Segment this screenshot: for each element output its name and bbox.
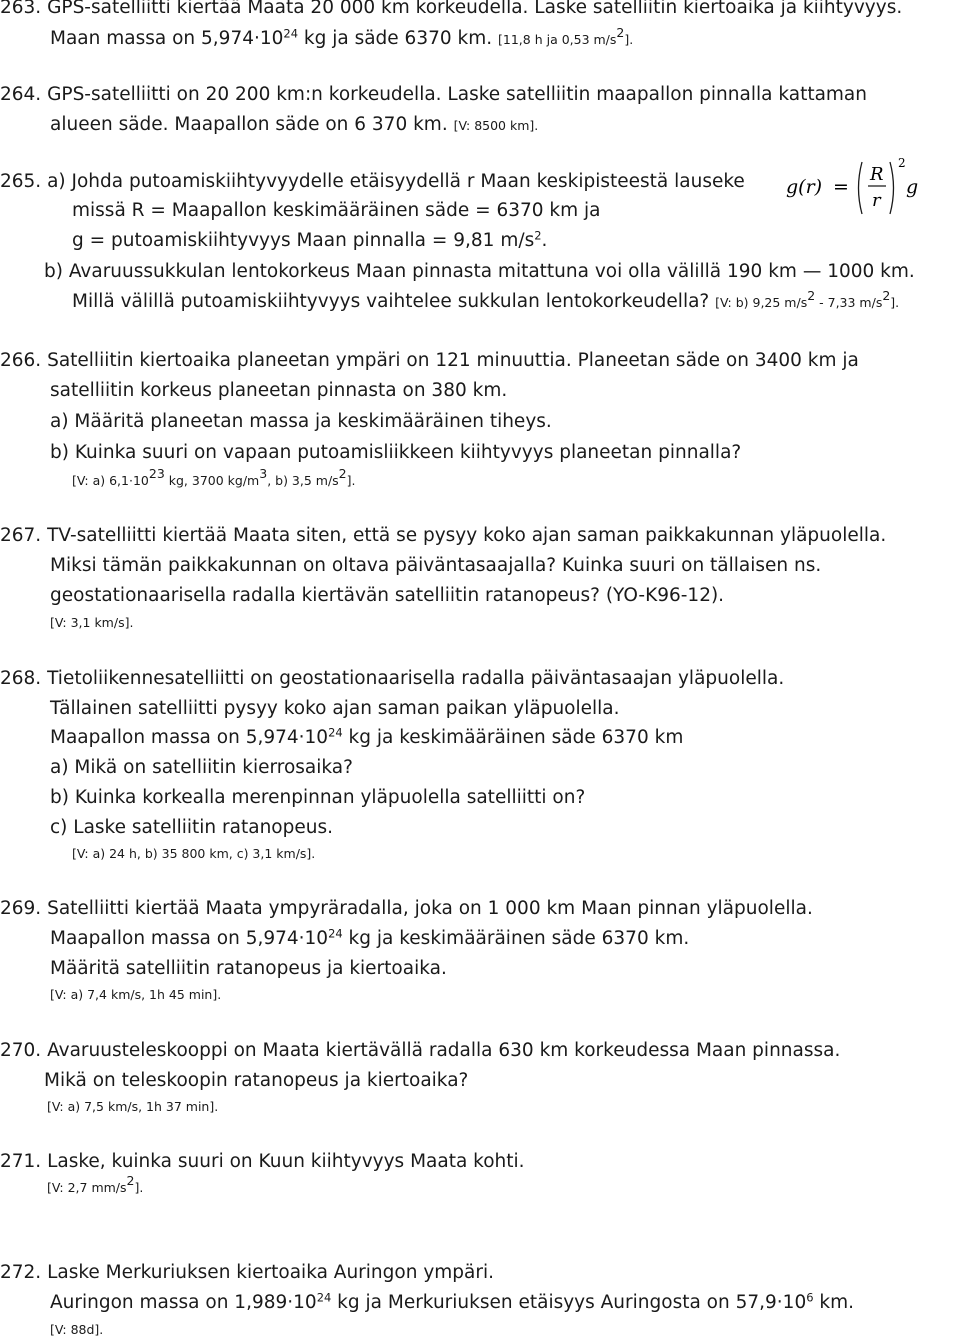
problem-268-line-2 bbox=[50, 698, 620, 720]
answer-text: [V: a) 24 h, b) 35 800 km, c) 3,1 km/s]. bbox=[72, 846, 316, 861]
text-run: 270. Avaruusteleskooppi on Maata kiertävällä radalla 630 km korkeudessa Maan pinnassa. bbox=[0, 1040, 841, 1061]
answer-superscript: 23 bbox=[148, 466, 165, 482]
text-run: a) Mikä on satelliitin kierrosaika? bbox=[50, 757, 353, 778]
text-run: Mikä on teleskoopin ratanopeus ja kiertoaika? bbox=[44, 1070, 469, 1091]
text-run: b) Avaruussukkulan lentokorkeus Maan pinnasta mitattuna voi olla välillä 190 km — 1000 km. bbox=[44, 261, 915, 282]
text-run: kg ja keskimääräinen säde 6370 km. bbox=[342, 928, 690, 949]
answer-text: ]. bbox=[624, 32, 634, 47]
problem-267-line-2 bbox=[50, 555, 821, 577]
problem-266-line-1 bbox=[0, 350, 859, 372]
text-run: a) Määritä planeetan massa ja keskimääräinen tiheys. bbox=[50, 411, 552, 432]
problem-269-line-3 bbox=[50, 958, 447, 980]
text-run: b) Kuinka korkealla merenpinnan yläpuolella satelliitti on? bbox=[50, 787, 586, 808]
text-run: 264. GPS-satelliitti on 20 200 km:n korkeudella. Laske satelliitin maapallon pinnalla kattaman bbox=[0, 84, 867, 105]
answer-superscript: 2 bbox=[882, 288, 891, 304]
text-run: km. bbox=[813, 1292, 855, 1313]
text-run: kg ja Merkuriuksen etäisyys Auringosta on 57,9·10 bbox=[331, 1292, 807, 1313]
answer-text: - 7,33 m/s bbox=[815, 295, 883, 310]
formula-lhs: g(r) bbox=[786, 176, 823, 198]
problem-269-line-2 bbox=[50, 928, 689, 950]
problem-264-line-1 bbox=[0, 84, 867, 106]
problem-272-line-3 bbox=[50, 1318, 103, 1341]
problem-269-line-1 bbox=[0, 898, 813, 920]
text-run: 266. Satelliitin kiertoaika planeetan ympäri on 121 minuuttia. Planeetan säde on 3400 km ja bbox=[0, 350, 859, 371]
problem-272-line-1 bbox=[0, 1262, 494, 1284]
answer-text: ]. bbox=[346, 473, 356, 488]
answer-superscript: 2 bbox=[807, 288, 816, 304]
text-run: missä R = Maapallon keskimääräinen säde = 6370 km ja bbox=[72, 200, 601, 221]
answer-superscript: 2 bbox=[126, 1173, 135, 1189]
problem-265-line-3 bbox=[72, 230, 547, 252]
superscript: 24 bbox=[316, 1290, 332, 1305]
answer-text: [V: 2,7 mm/s bbox=[47, 1180, 127, 1195]
problem-265-line-1 bbox=[0, 171, 745, 193]
gravity-formula bbox=[786, 158, 926, 218]
text-run: geostationaarisella radalla kiertävän satelliitin ratanopeus? (YO-K96-12). bbox=[50, 585, 725, 606]
superscript: 24 bbox=[328, 725, 343, 740]
text-run: Maapallon massa on 5,974·10 bbox=[50, 928, 329, 949]
problem-266-line-5 bbox=[72, 466, 356, 492]
problem-270-line-3 bbox=[47, 1095, 218, 1118]
text-run: 271. Laske, kuinka suuri on Kuun kiihtyvyys Maata kohti. bbox=[0, 1151, 525, 1172]
problem-269-line-4 bbox=[50, 983, 221, 1006]
answer-superscript: 2 bbox=[616, 25, 625, 41]
problem-271-line-2 bbox=[47, 1173, 144, 1199]
problem-264-line-2 bbox=[50, 114, 538, 137]
answer-text: , b) 3,5 m/s bbox=[267, 473, 339, 488]
text-run: 263. GPS-satelliitti kiertää Maata 20 000 km korkeudella. Laske satelliitin kiertoaika ja kiihtyvyys. bbox=[0, 0, 903, 18]
problem-265-line-4 bbox=[44, 261, 915, 283]
superscript: 24 bbox=[283, 26, 298, 41]
answer-superscript: 3 bbox=[259, 466, 268, 482]
text-run: Miksi tämän paikkakunnan on oltava päiväntasaajalla? Kuinka suuri on tällaisen ns. bbox=[50, 555, 822, 576]
answer-text: [V: 3,1 km/s]. bbox=[50, 615, 134, 630]
text-run: Auringon massa on 1,989·10 bbox=[50, 1292, 317, 1313]
problem-270-line-1 bbox=[0, 1040, 840, 1062]
problem-267-line-3 bbox=[50, 585, 724, 607]
text-run: 269. Satelliitti kiertää Maata ympyräradalla, joka on 1 000 km Maan pinnan yläpuolella. bbox=[0, 898, 813, 919]
superscript: 24 bbox=[328, 926, 343, 941]
formula-exponent: 2 bbox=[898, 156, 906, 170]
problem-263-line-1 bbox=[0, 0, 902, 19]
answer-superscript: 2 bbox=[338, 466, 347, 482]
answer-text: ]. bbox=[134, 1180, 144, 1195]
problem-268-line-4 bbox=[50, 757, 353, 779]
text-run: satelliitin korkeus planeetan pinnasta on 380 km. bbox=[50, 380, 508, 401]
problem-267-line-4 bbox=[50, 611, 133, 634]
formula-right-paren bbox=[890, 162, 894, 214]
text-run: 272. Laske Merkuriuksen kiertoaika Auringon ympäri. bbox=[0, 1262, 494, 1283]
problem-266-line-4 bbox=[50, 442, 741, 464]
superscript: 2 bbox=[534, 228, 542, 243]
text-run: Maapallon massa on 5,974·10 bbox=[50, 727, 329, 748]
text-run: b) Kuinka suuri on vapaan putoamisliikkeen kiihtyvyys planeetan pinnalla? bbox=[50, 442, 742, 463]
problem-271-line-1 bbox=[0, 1151, 525, 1173]
superscript: 6 bbox=[806, 1290, 814, 1305]
problem-263-line-2 bbox=[50, 25, 634, 51]
problem-268-line-6 bbox=[50, 817, 333, 839]
text-run: 267. TV-satelliitti kiertää Maata siten, että se pysyy koko ajan saman paikkakunnan yläpuolella. bbox=[0, 525, 887, 546]
text-run: kg ja säde 6370 km. bbox=[298, 28, 499, 49]
text-run: 268. Tietoliikennesatelliitti on geostationaarisella radalla päiväntasaajan yläpuolella. bbox=[0, 668, 785, 689]
problem-266-line-2 bbox=[50, 380, 507, 402]
text-run: Maan massa on 5,974·10 bbox=[50, 28, 284, 49]
formula-left-paren bbox=[859, 162, 863, 214]
answer-text: [V: b) 9,25 m/s bbox=[715, 295, 808, 310]
answer-text: [V: a) 6,1·10 bbox=[72, 473, 149, 488]
answer-text: [V: a) 7,4 km/s, 1h 45 min]. bbox=[50, 987, 222, 1002]
text-run: Millä välillä putoamiskiihtyvyys vaihtelee sukkulan lentokorkeudella? bbox=[72, 291, 716, 312]
problem-267-line-1 bbox=[0, 525, 886, 547]
text-run: kg ja keskimääräinen säde 6370 km bbox=[342, 727, 684, 748]
text-run: . bbox=[541, 230, 548, 251]
text-run: g = putoamiskiihtyvyys Maan pinnalla = 9,81 m/s bbox=[72, 230, 535, 251]
answer-text: [11,8 h ja 0,53 m/s bbox=[498, 32, 617, 47]
answer-text: [V: a) 7,5 km/s, 1h 37 min]. bbox=[47, 1099, 219, 1114]
answer-text: [V: 8500 km]. bbox=[453, 118, 539, 133]
text-run: c) Laske satelliitin ratanopeus. bbox=[50, 817, 333, 838]
problem-265-line-5 bbox=[72, 288, 900, 314]
answer-text: kg, 3700 kg/m bbox=[164, 473, 260, 488]
problem-266-line-3 bbox=[50, 411, 552, 433]
formula-equals: = bbox=[833, 176, 849, 198]
formula-rhs: g bbox=[906, 176, 919, 198]
problem-268-line-3 bbox=[50, 727, 683, 749]
problem-268-line-1 bbox=[0, 668, 784, 690]
problem-268-line-5 bbox=[50, 787, 585, 809]
problem-268-line-7 bbox=[72, 842, 315, 865]
text-run: alueen säde. Maapallon säde on 6 370 km. bbox=[50, 114, 454, 135]
problem-270-line-2 bbox=[44, 1070, 468, 1092]
text-run: Määritä satelliitin ratanopeus ja kiertoaika. bbox=[50, 958, 447, 979]
formula-numerator: R bbox=[870, 164, 884, 185]
answer-text: [V: 88d]. bbox=[50, 1322, 104, 1337]
problem-265-line-2 bbox=[72, 200, 601, 222]
answer-text: ]. bbox=[890, 295, 900, 310]
formula-denominator: r bbox=[872, 190, 881, 211]
problem-272-line-2 bbox=[50, 1292, 854, 1314]
text-run: 265. a) Johda putoamiskiihtyvyydelle etäisyydellä r Maan keskipisteestä lauseke bbox=[0, 171, 745, 192]
text-run: Tällainen satelliitti pysyy koko ajan saman paikan yläpuolella. bbox=[50, 698, 620, 719]
